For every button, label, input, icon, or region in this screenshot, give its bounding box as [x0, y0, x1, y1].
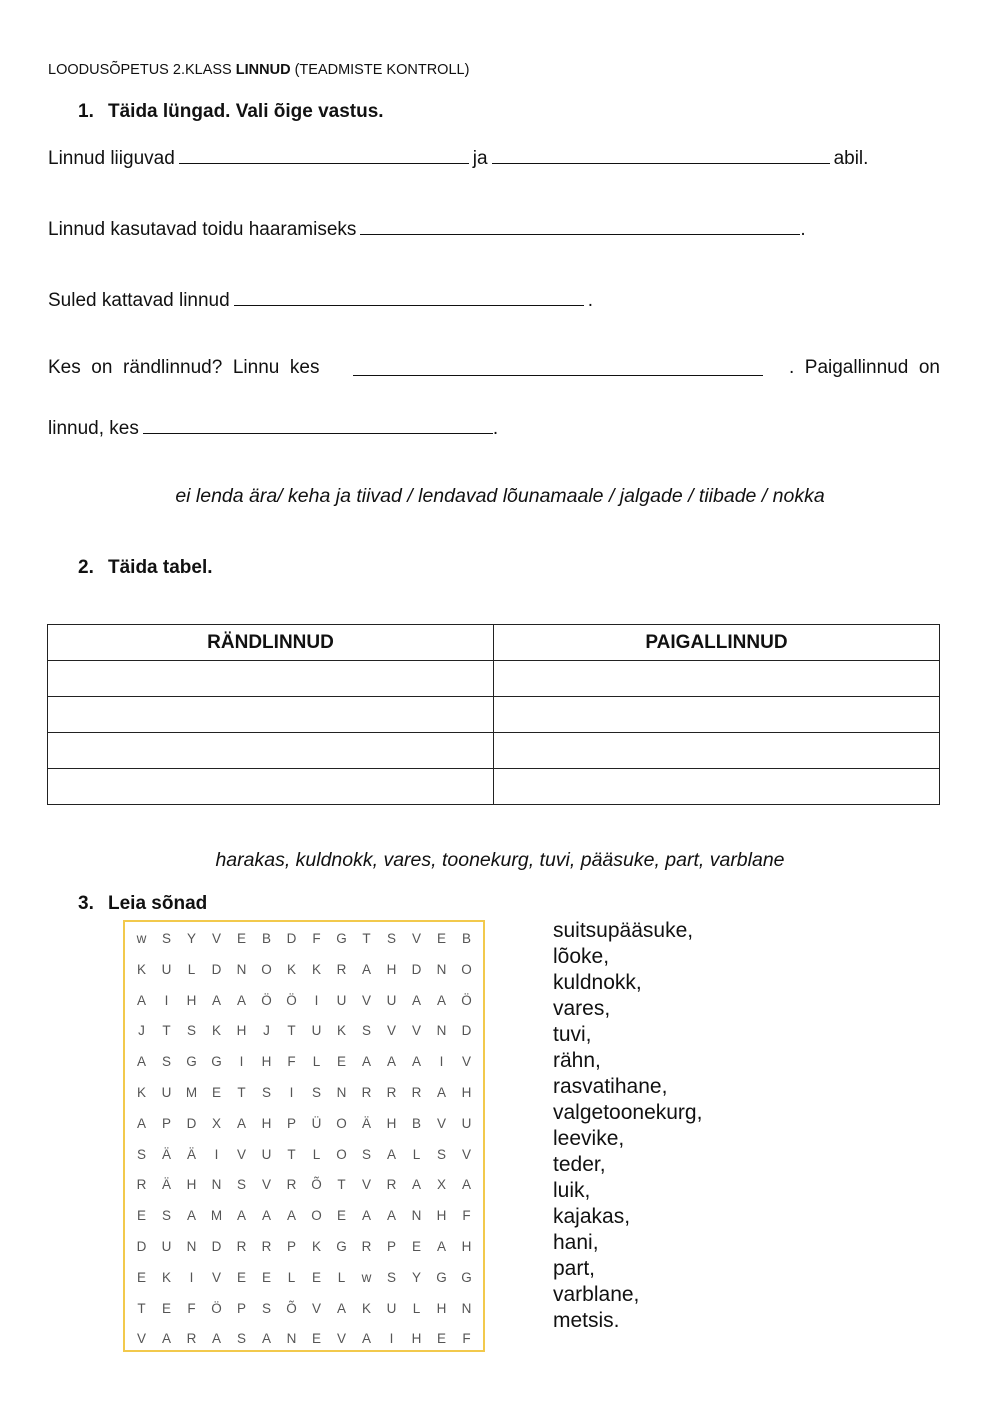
table-cell[interactable]	[48, 733, 494, 769]
column-header-resident: PAIGALLINNUD	[494, 625, 940, 661]
grid-letter[interactable]: O	[336, 1146, 347, 1162]
grid-letter[interactable]: U	[161, 1085, 172, 1100]
grid-letter[interactable]: I	[189, 1269, 194, 1285]
word-list-item: metsis.	[553, 1309, 620, 1332]
question-1-number: 1.	[78, 101, 94, 122]
grid-letter[interactable]: B	[411, 1115, 421, 1131]
grid-letter[interactable]: P	[286, 1115, 296, 1131]
grid-letter[interactable]: A	[211, 1331, 221, 1347]
column-header-migratory: RÄNDLINNUD	[48, 625, 494, 661]
grid-letter[interactable]: S	[186, 1023, 196, 1039]
grid-letter[interactable]: A	[411, 1177, 421, 1193]
grid-row	[129, 1232, 479, 1263]
grid-letter[interactable]: Õ	[286, 1300, 297, 1316]
grid-letter[interactable]: V	[386, 1023, 396, 1039]
grid-letter[interactable]: E	[136, 1208, 146, 1224]
grid-letter[interactable]: S	[261, 1300, 271, 1316]
grid-letter[interactable]: G	[436, 1269, 447, 1285]
grid-letter[interactable]: R	[336, 961, 347, 977]
word-list-item: suitsupääsuke,	[553, 919, 694, 942]
grid-letter[interactable]: O	[311, 1208, 322, 1224]
grid-letter[interactable]: A	[361, 1208, 371, 1224]
grid-letter[interactable]: R	[386, 1177, 397, 1193]
grid-letter[interactable]: R	[411, 1085, 422, 1100]
grid-letter[interactable]: R	[386, 1085, 397, 1100]
grid-letter[interactable]: E	[261, 1269, 271, 1285]
sentence-3-part-b: .	[587, 290, 593, 311]
grid-row	[129, 986, 479, 1017]
grid-letter[interactable]: X	[436, 1177, 446, 1193]
grid-letter[interactable]: H	[436, 1208, 447, 1224]
word-list-item: varblane,	[553, 1283, 640, 1306]
question-1-options: ei lenda ära/ keha ja tiivad / lendavad lõunamaale / jalgade / tiibade / nokka	[175, 485, 825, 507]
grid-letter[interactable]: N	[286, 1331, 297, 1347]
grid-letter[interactable]: A	[136, 1115, 146, 1131]
grid-letter[interactable]: N	[411, 1208, 422, 1224]
grid-letter[interactable]: A	[136, 1054, 146, 1070]
grid-letter[interactable]: S	[161, 1208, 171, 1224]
word-list-item: leevike,	[553, 1127, 625, 1150]
blank-4[interactable]	[234, 287, 584, 306]
grid-letter[interactable]: H	[386, 961, 397, 977]
grid-letter[interactable]: B	[261, 931, 271, 946]
grid-letter[interactable]: A	[236, 1208, 246, 1224]
grid-row	[129, 1078, 479, 1109]
grid-letter[interactable]: G	[336, 1239, 347, 1254]
grid-letter[interactable]: V	[236, 1146, 246, 1162]
grid-letter[interactable]: D	[286, 931, 297, 946]
grid-letter[interactable]: K	[136, 961, 146, 977]
question-2-options: harakas, kuldnokk, vares, toonekurg, tuvi, pääsuke, part, varblane	[215, 849, 785, 871]
grid-letter[interactable]: E	[236, 931, 246, 946]
grid-letter[interactable]: S	[161, 931, 171, 946]
grid-letter[interactable]: T	[337, 1177, 346, 1193]
sentence-1-part-b: ja	[472, 148, 488, 169]
grid-letter[interactable]: A	[436, 1085, 446, 1100]
grid-letter[interactable]: K	[311, 1239, 321, 1254]
word-search-grid	[123, 920, 485, 1352]
grid-letter[interactable]: H	[411, 1331, 422, 1347]
grid-letter[interactable]: H	[386, 1115, 397, 1131]
grid-letter[interactable]: Ä	[186, 1146, 196, 1162]
grid-letter[interactable]: Ö	[461, 992, 472, 1008]
table-cell[interactable]	[48, 769, 494, 805]
blank-3[interactable]	[360, 216, 800, 235]
grid-letter[interactable]: Ö	[286, 992, 297, 1008]
question-2-number: 2.	[78, 557, 94, 578]
grid-letter[interactable]: U	[311, 1023, 322, 1039]
table-row	[48, 697, 940, 733]
grid-letter[interactable]: I	[164, 992, 169, 1008]
grid-letter[interactable]: E	[411, 1239, 421, 1254]
grid-letter[interactable]: V	[211, 1269, 221, 1285]
grid-letter[interactable]: I	[389, 1331, 394, 1347]
grid-letter[interactable]: V	[436, 1115, 446, 1131]
grid-letter[interactable]: Ä	[361, 1115, 371, 1131]
grid-letter[interactable]: A	[361, 961, 371, 977]
grid-letter[interactable]: H	[261, 1054, 272, 1070]
grid-letter[interactable]: A	[361, 1331, 371, 1347]
grid-letter[interactable]: E	[211, 1085, 221, 1100]
grid-letter[interactable]: L	[337, 1269, 346, 1285]
title-bold: LINNUD	[235, 62, 291, 78]
table-row	[48, 733, 940, 769]
blank-5[interactable]	[353, 357, 763, 376]
word-list	[553, 918, 702, 1334]
grid-row	[129, 1263, 479, 1294]
sentence-2	[48, 216, 806, 241]
grid-letter[interactable]: I	[214, 1146, 219, 1162]
grid-letter[interactable]: E	[311, 1269, 321, 1285]
grid-row	[129, 1294, 479, 1325]
grid-letter[interactable]: D	[186, 1115, 197, 1131]
grid-letter[interactable]: N	[236, 961, 247, 977]
grid-letter[interactable]: w	[136, 931, 147, 946]
question-1-heading	[78, 101, 384, 123]
grid-letter[interactable]: V	[411, 1023, 421, 1039]
grid-letter[interactable]: H	[186, 1177, 197, 1193]
grid-letter[interactable]: E	[336, 1054, 346, 1070]
grid-letter[interactable]: V	[361, 992, 371, 1008]
sentence-4	[48, 357, 940, 379]
grid-letter[interactable]: A	[211, 992, 221, 1008]
grid-letter[interactable]: L	[412, 1146, 421, 1162]
sentence-4-part-b: . Paigallinnud on	[788, 357, 940, 378]
grid-letter[interactable]: Ö	[211, 1300, 222, 1316]
grid-letter[interactable]: H	[461, 1239, 472, 1254]
grid-letter[interactable]: D	[211, 961, 222, 977]
grid-letter[interactable]: V	[261, 1177, 271, 1193]
word-list-item: lõoke,	[553, 945, 610, 968]
title-suffix: (TEADMISTE KONTROLL)	[290, 62, 470, 78]
grid-row	[129, 955, 479, 986]
grid-letter[interactable]: P	[286, 1239, 296, 1254]
table-cell[interactable]	[494, 661, 940, 697]
grid-letter[interactable]: D	[136, 1239, 147, 1254]
grid-letter[interactable]: X	[211, 1115, 221, 1131]
grid-letter[interactable]: H	[261, 1115, 272, 1131]
grid-row	[129, 1201, 479, 1232]
grid-letter[interactable]: K	[336, 1023, 346, 1039]
grid-letter[interactable]: Ü	[311, 1115, 322, 1131]
word-list-item: valgetoonekurg,	[553, 1101, 703, 1124]
grid-letter[interactable]: A	[386, 1208, 396, 1224]
grid-letter[interactable]: A	[186, 1208, 196, 1224]
grid-letter[interactable]: R	[361, 1085, 372, 1100]
sentence-2-part-b: .	[800, 219, 806, 240]
sentence-3	[48, 287, 593, 312]
question-2-title: Täida tabel.	[108, 557, 213, 578]
word-list-item: part,	[553, 1257, 596, 1280]
question-1-title: Täida lüngad. Vali õige vastus.	[108, 101, 384, 122]
grid-letter[interactable]: L	[187, 961, 196, 977]
grid-letter[interactable]: F	[462, 1331, 471, 1347]
grid-letter[interactable]: I	[314, 992, 319, 1008]
grid-letter[interactable]: A	[286, 1208, 296, 1224]
grid-letter[interactable]: Ö	[261, 992, 272, 1008]
grid-letter[interactable]: K	[286, 961, 296, 977]
sentence-5	[48, 415, 498, 440]
grid-letter[interactable]: L	[312, 1146, 321, 1162]
grid-letter[interactable]: F	[187, 1300, 196, 1316]
grid-letter[interactable]: H	[461, 1085, 472, 1100]
grid-letter[interactable]: O	[336, 1115, 347, 1131]
grid-letter[interactable]: S	[236, 1331, 246, 1347]
grid-letter[interactable]: I	[439, 1054, 444, 1070]
grid-letter[interactable]: E	[311, 1331, 321, 1347]
question-3-number: 3.	[78, 893, 94, 914]
grid-letter[interactable]: A	[236, 992, 246, 1008]
grid-letter[interactable]: U	[461, 1115, 472, 1131]
word-list-item: kuldnokk,	[553, 971, 642, 994]
grid-letter[interactable]: T	[137, 1300, 146, 1316]
sentence-1-part-c: abil.	[833, 148, 869, 169]
sentence-3-part-a: Suled kattavad linnud	[48, 290, 230, 311]
word-list-item: vares,	[553, 997, 611, 1020]
grid-letter[interactable]: G	[461, 1269, 472, 1285]
grid-letter[interactable]: A	[436, 1239, 446, 1254]
grid-letter[interactable]: P	[386, 1239, 396, 1254]
grid-letter[interactable]: U	[336, 992, 347, 1008]
grid-letter[interactable]: N	[186, 1239, 197, 1254]
word-list-item: tuvi,	[553, 1023, 592, 1046]
grid-letter[interactable]: A	[261, 1331, 271, 1347]
word-list-item: teder,	[553, 1153, 606, 1176]
grid-letter[interactable]: R	[261, 1239, 272, 1254]
grid-letter[interactable]: A	[336, 1300, 346, 1316]
grid-letter[interactable]: P	[161, 1115, 171, 1131]
grid-letter[interactable]: S	[261, 1085, 271, 1100]
blank-1[interactable]	[179, 145, 469, 164]
word-list-item: rasvatihane,	[553, 1075, 668, 1098]
table-header-row	[48, 625, 940, 661]
grid-letter[interactable]: N	[436, 1023, 447, 1039]
table-cell[interactable]	[494, 697, 940, 733]
grid-letter[interactable]: E	[136, 1269, 146, 1285]
grid-letter[interactable]: U	[261, 1146, 272, 1162]
sentence-1	[48, 145, 868, 170]
grid-letter[interactable]: E	[161, 1300, 171, 1316]
grid-letter[interactable]: A	[411, 1054, 421, 1070]
grid-letter[interactable]: S	[386, 931, 396, 946]
grid-letter[interactable]: L	[412, 1300, 421, 1316]
grid-letter[interactable]: V	[361, 1177, 371, 1193]
grid-letter[interactable]: K	[211, 1023, 221, 1039]
question-3-heading	[78, 893, 207, 915]
grid-letter[interactable]: U	[386, 1300, 397, 1316]
grid-letter[interactable]: V	[461, 1054, 471, 1070]
grid-letter[interactable]: B	[461, 931, 471, 946]
grid-letter[interactable]: T	[162, 1023, 171, 1039]
grid-letter[interactable]: D	[411, 961, 422, 977]
grid-letter[interactable]: S	[161, 1054, 171, 1070]
sentence-2-part-a: Linnud kasutavad toidu haaramiseks	[48, 219, 357, 240]
grid-letter[interactable]: R	[236, 1239, 247, 1254]
grid-letter[interactable]: A	[136, 992, 146, 1008]
grid-letter[interactable]: Y	[186, 931, 196, 946]
grid-letter[interactable]: J	[263, 1023, 270, 1039]
grid-letter[interactable]: V	[336, 1331, 346, 1347]
document-title	[48, 62, 469, 78]
grid-letter[interactable]: Õ	[311, 1177, 322, 1193]
sentence-4-part-a: Kes on rändlinnud? Linnu kes	[48, 357, 320, 378]
grid-letter[interactable]: D	[461, 1023, 472, 1039]
grid-letter[interactable]: A	[411, 992, 421, 1008]
grid-row	[129, 1047, 479, 1078]
blank-2[interactable]	[492, 145, 830, 164]
table-cell[interactable]	[48, 697, 494, 733]
grid-letter[interactable]: T	[237, 1085, 246, 1100]
grid-letter[interactable]: F	[462, 1208, 471, 1224]
grid-letter[interactable]: L	[287, 1269, 296, 1285]
grid-letter[interactable]: L	[312, 1054, 321, 1070]
question-3-title: Leia sõnad	[108, 893, 208, 914]
blank-6[interactable]	[143, 415, 493, 434]
grid-letter[interactable]: S	[236, 1177, 246, 1193]
grid-letter[interactable]: R	[286, 1177, 297, 1193]
grid-letter[interactable]: S	[386, 1269, 396, 1285]
grid-letter[interactable]: H	[236, 1023, 247, 1039]
grid-letter[interactable]: P	[236, 1300, 246, 1316]
grid-letter[interactable]: S	[361, 1146, 371, 1162]
grid-letter[interactable]: Ä	[161, 1146, 171, 1162]
grid-letter[interactable]: V	[461, 1146, 471, 1162]
sentence-5-part-a: linnud, kes	[48, 418, 139, 439]
grid-letter[interactable]: A	[461, 1177, 471, 1193]
grid-letter[interactable]: K	[361, 1300, 371, 1316]
grid-letter[interactable]: F	[312, 931, 321, 946]
grid-letter[interactable]: M	[185, 1085, 198, 1100]
grid-letter[interactable]: O	[261, 961, 272, 977]
grid-letter[interactable]: R	[361, 1239, 372, 1254]
word-list-item: hani,	[553, 1231, 599, 1254]
grid-letter[interactable]: S	[361, 1023, 371, 1039]
table-row	[48, 661, 940, 697]
grid-letter[interactable]: T	[287, 1146, 296, 1162]
word-list-item: luik,	[553, 1179, 591, 1202]
title-prefix: LOODUSÕPETUS 2.KLASS	[48, 62, 236, 78]
grid-letter[interactable]: N	[436, 961, 447, 977]
grid-letter[interactable]: E	[436, 1331, 446, 1347]
grid-letter[interactable]: A	[386, 1054, 396, 1070]
grid-letter[interactable]: M	[210, 1208, 223, 1224]
grid-row	[129, 1324, 479, 1355]
grid-letter[interactable]: A	[361, 1054, 371, 1070]
question-2-heading	[78, 557, 213, 579]
grid-letter[interactable]: U	[386, 992, 397, 1008]
grid-row	[129, 1170, 479, 1201]
grid-letter[interactable]: O	[461, 961, 472, 977]
sentence-5-part-b: .	[492, 418, 499, 439]
word-list-item: rähn,	[553, 1049, 601, 1072]
table-cell[interactable]	[494, 769, 940, 805]
grid-letter[interactable]: N	[211, 1177, 222, 1193]
grid-letter[interactable]: A	[161, 1331, 171, 1347]
grid-row	[129, 924, 479, 955]
word-list-item: kajakas,	[553, 1205, 631, 1228]
grid-letter[interactable]: A	[386, 1146, 396, 1162]
grid-letter[interactable]: D	[211, 1239, 222, 1254]
grid-letter[interactable]: H	[436, 1300, 447, 1316]
grid-letter[interactable]: V	[211, 931, 221, 946]
birds-table	[47, 624, 940, 805]
grid-letter[interactable]: E	[336, 1208, 346, 1224]
grid-letter[interactable]: S	[311, 1085, 321, 1100]
grid-letter[interactable]: R	[186, 1331, 197, 1347]
grid-letter[interactable]: U	[161, 961, 172, 977]
grid-letter[interactable]: K	[311, 961, 321, 977]
grid-letter[interactable]: F	[287, 1054, 296, 1070]
grid-letter[interactable]: S	[436, 1146, 446, 1162]
grid-letter[interactable]: N	[336, 1085, 347, 1100]
grid-letter[interactable]: R	[136, 1177, 147, 1193]
grid-row	[129, 1140, 479, 1171]
grid-letter[interactable]: E	[236, 1269, 246, 1285]
grid-letter[interactable]: Y	[411, 1269, 421, 1285]
grid-letter[interactable]: A	[436, 992, 446, 1008]
grid-letter[interactable]: S	[136, 1146, 146, 1162]
grid-letter[interactable]: G	[211, 1054, 222, 1070]
table-row	[48, 769, 940, 805]
table-cell[interactable]	[494, 733, 940, 769]
grid-row	[129, 1016, 479, 1047]
grid-letter[interactable]: K	[136, 1085, 146, 1100]
grid-letter[interactable]: K	[161, 1269, 171, 1285]
grid-letter[interactable]: H	[186, 992, 197, 1008]
grid-letter[interactable]: T	[362, 931, 371, 946]
grid-letter[interactable]: w	[361, 1269, 372, 1285]
grid-letter[interactable]: T	[287, 1023, 296, 1039]
grid-letter[interactable]: Ä	[161, 1177, 171, 1193]
grid-letter[interactable]: V	[411, 931, 421, 946]
grid-letter[interactable]: A	[236, 1115, 246, 1131]
grid-letter[interactable]: N	[461, 1300, 472, 1316]
grid-row	[129, 1109, 479, 1140]
grid-letter[interactable]: G	[186, 1054, 197, 1070]
grid-letter[interactable]: U	[161, 1239, 172, 1254]
grid-letter[interactable]: E	[436, 931, 446, 946]
grid-letter[interactable]: V	[311, 1300, 321, 1316]
grid-letter[interactable]: A	[261, 1208, 271, 1224]
grid-letter[interactable]: I	[239, 1054, 244, 1070]
grid-letter[interactable]: I	[289, 1085, 294, 1100]
grid-letter[interactable]: G	[336, 931, 347, 946]
grid-letter[interactable]: V	[136, 1331, 146, 1347]
sentence-1-part-a: Linnud liiguvad	[48, 148, 175, 169]
grid-letter[interactable]: J	[138, 1023, 145, 1039]
table-cell[interactable]	[48, 661, 494, 697]
